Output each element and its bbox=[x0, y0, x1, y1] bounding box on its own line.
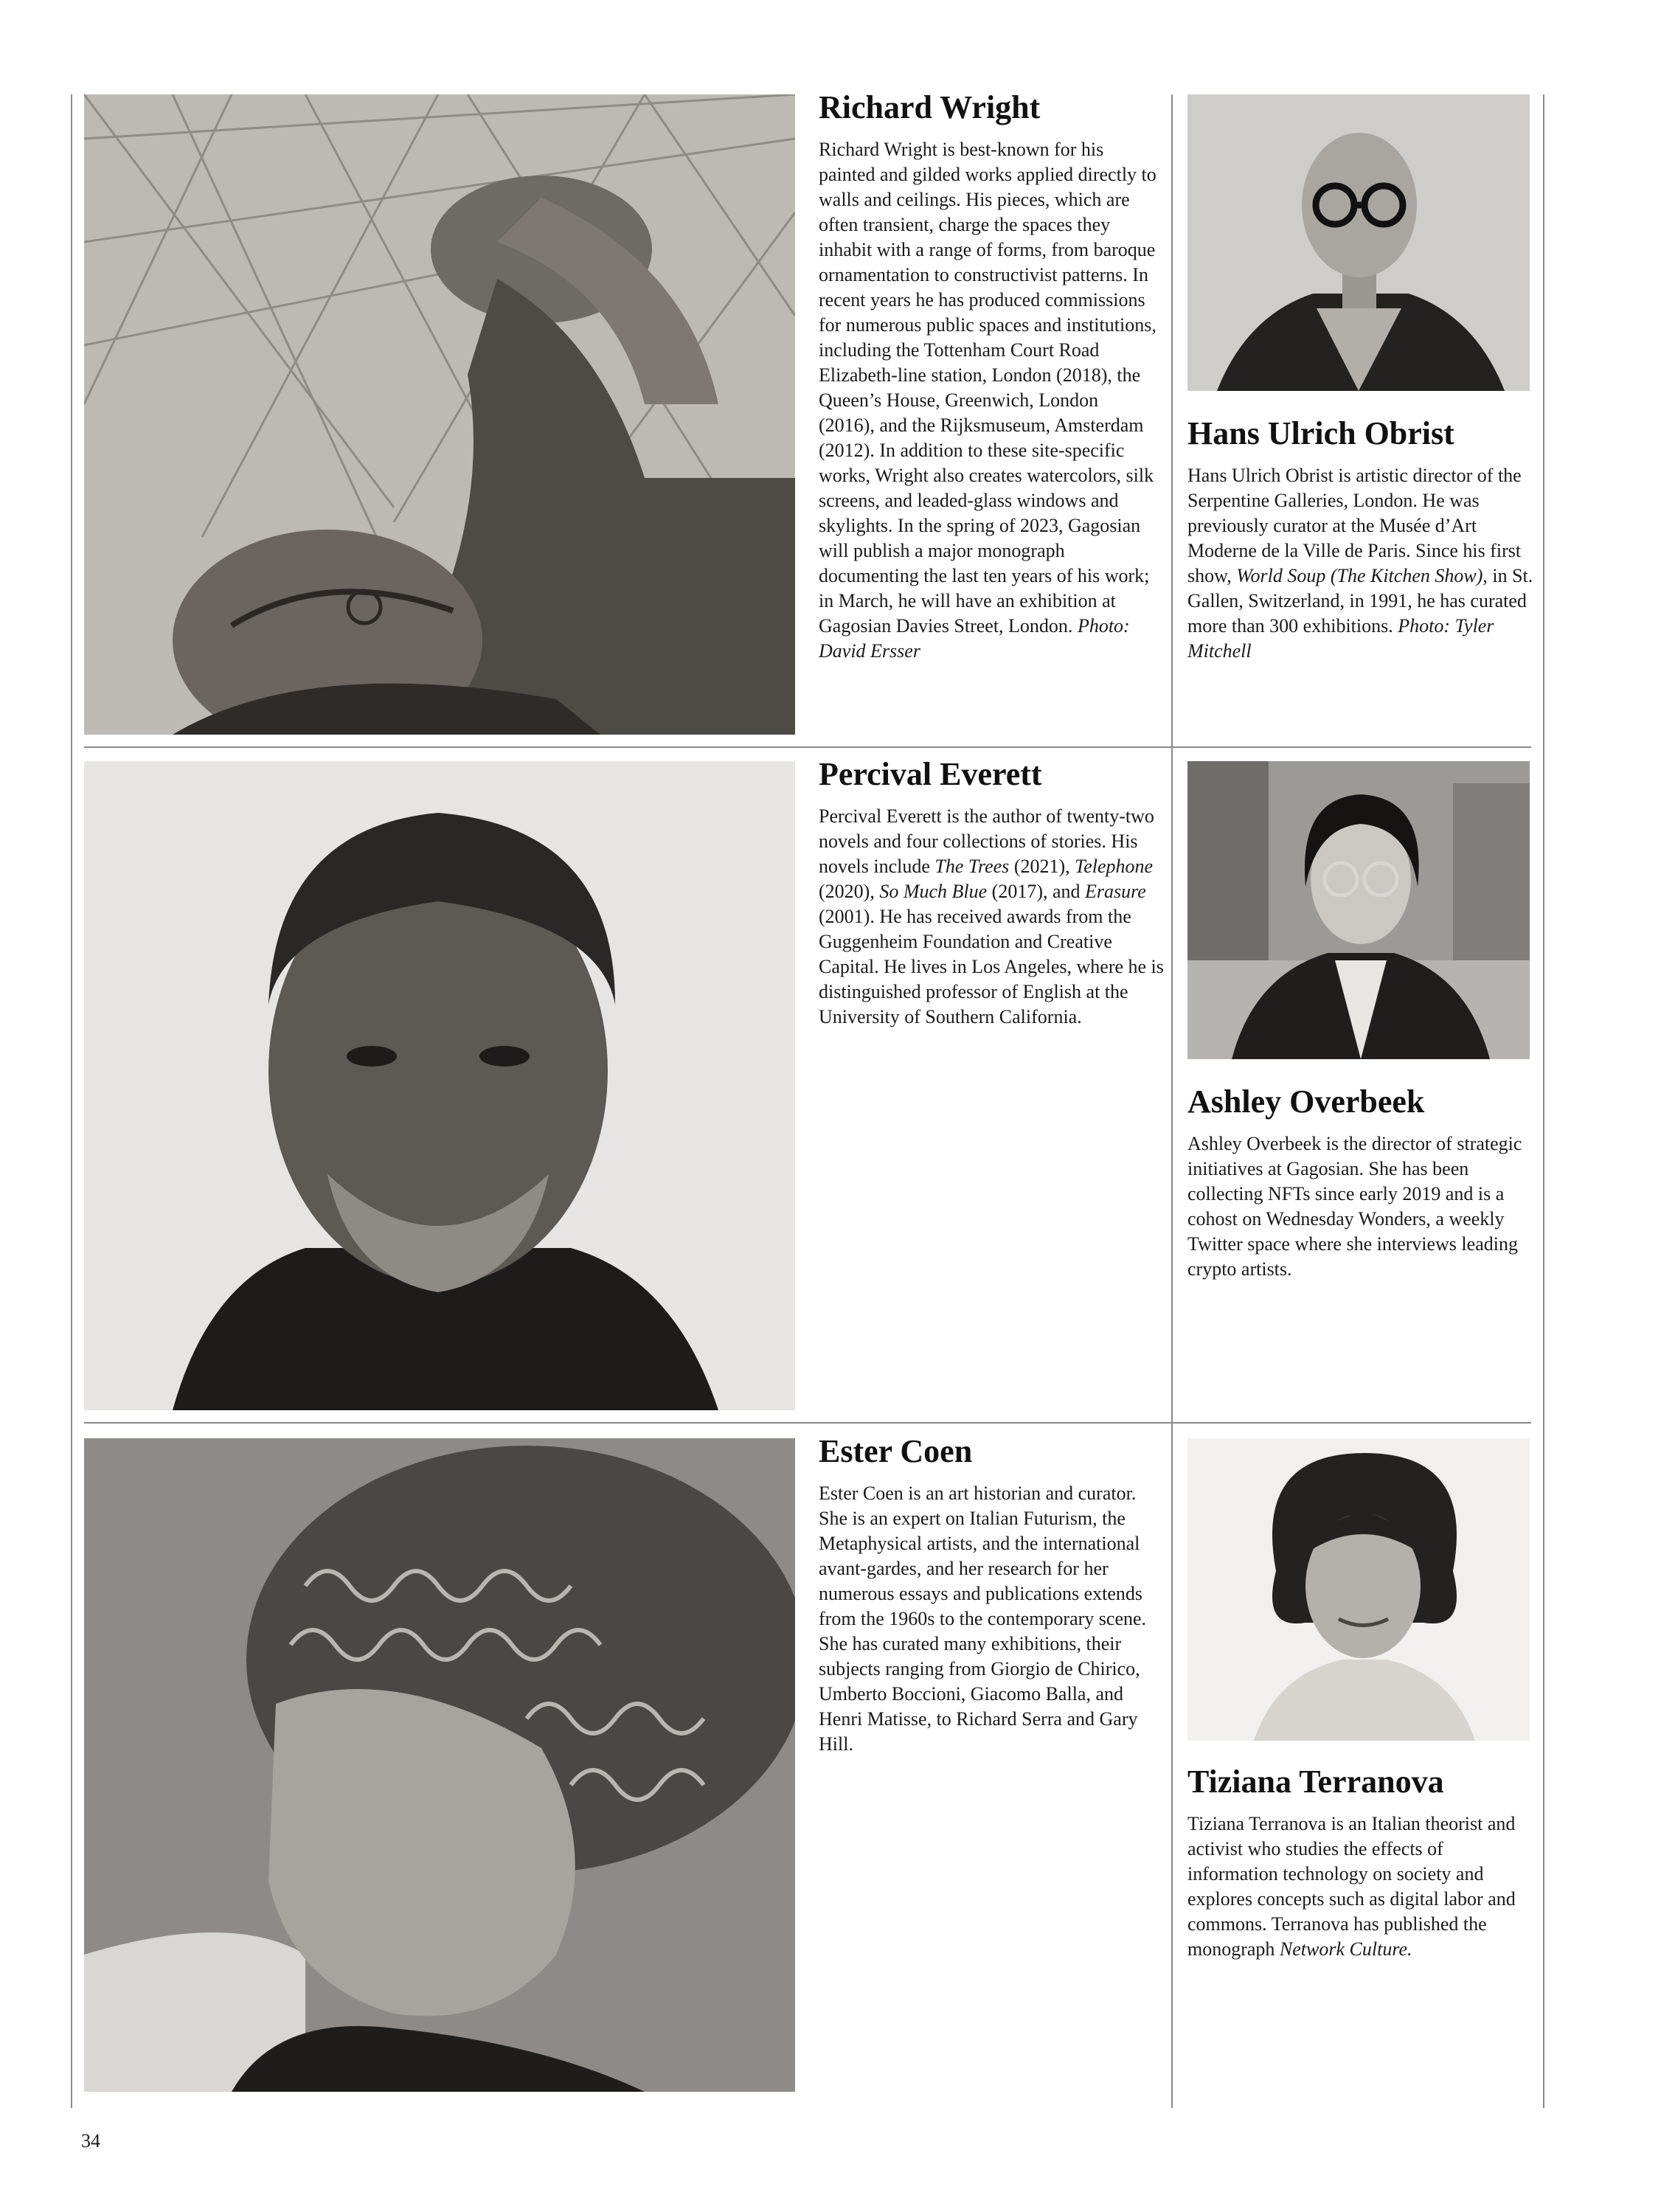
profile-bio-ester-coen bbox=[819, 1481, 1165, 1757]
profile-name-hans-ulrich-obrist: Hans Ulrich Obrist bbox=[1187, 415, 1454, 451]
bio-text-run: , in St. Gallen, Switzerland, in 1991, he has curated more than 300 exhibitions. bbox=[1187, 565, 1533, 637]
profile-bio-percival-everett bbox=[819, 804, 1165, 1030]
left-rule bbox=[71, 94, 72, 2108]
bio-italic-run: Telephone bbox=[1075, 856, 1154, 877]
profile-name-tiziana-terranova: Tiziana Terranova bbox=[1187, 1764, 1444, 1800]
profile-name-richard-wright: Richard Wright bbox=[819, 89, 1041, 125]
bio-text-run: Richard Wright is best-known for his painted and gilded works applied directly to walls and ceilings. His pieces, which are often transient, charge the spaces they inhabit with a range of forms, from baroque ornamentation to constructivist patterns. In recent years he has produced commissions for numerous public spaces and institutions, including the Tottenham Court Road Elizabeth-line station, London (2018), the Queen’s House, Greenwich, London (2016), and the Rijksmuseum, Amsterdam (2012). In addition to these site-specific works, Wright also creates watercolors, silk screens, and leaded-glass windows and skylights. In the spring of 2023, Gagosian will publish a major monograph documenting the last ten years of his work; in March, he will have an exhibition at Gagosian Davies Street, London. bbox=[819, 139, 1156, 637]
row-divider-1 bbox=[84, 746, 1531, 748]
portrait-photo-ashley-overbeek bbox=[1187, 761, 1530, 1059]
profile-name-ester-coen: Ester Coen bbox=[819, 1433, 973, 1469]
row-divider-2 bbox=[84, 1422, 1531, 1424]
portrait-photo-ester-coen bbox=[84, 1438, 795, 2092]
bio-text-run: (2001). He has received awards from the Guggenheim Foundation and Creative Capital. He lives in Los Angeles, where he is distinguished professor of English at the University of Southern California. bbox=[819, 906, 1164, 1027]
right-rule bbox=[1543, 94, 1544, 2108]
portrait-photo-richard-wright bbox=[84, 94, 795, 735]
bio-text-run: Hans Ulrich Obrist is artistic director of the Serpentine Galleries, London. He was previously curator at the Musée d’Art Moderne de la Ville de Paris. Since his first show, bbox=[1187, 465, 1522, 586]
bio-italic-run: Photo: David Ersser bbox=[819, 615, 1130, 662]
bio-text-run: (2020), bbox=[819, 881, 880, 902]
bio-italic-run: So Much Blue bbox=[879, 881, 988, 902]
bio-text-run: Tiziana Terranova is an Italian theorist and activist who studies the effects of information technology on society and explores concepts such as digital labor and commons. Terranova has published the monograph bbox=[1187, 1813, 1516, 1960]
bio-italic-run: World Soup (The Kitchen Show) bbox=[1236, 565, 1483, 586]
bio-italic-run: Erasure bbox=[1085, 881, 1146, 902]
bio-italic-run: Network Culture. bbox=[1279, 1938, 1412, 1960]
portrait-photo-percival-everett bbox=[84, 761, 795, 1410]
portrait-photo-tiziana-terranova bbox=[1187, 1438, 1530, 1741]
bio-text-run: (2021), bbox=[1009, 856, 1075, 877]
bio-text-run: Ashley Overbeek is the director of strategic initiatives at Gagosian. She has been collecting NFTs since early 2019 and is a cohost on Wednesday Wonders, a weekly Twitter space where she interviews leading crypto artists. bbox=[1187, 1133, 1522, 1280]
center-rule bbox=[1171, 94, 1173, 2108]
profile-bio-tiziana-terranova bbox=[1187, 1811, 1534, 1962]
bio-text-run: (2017), and bbox=[987, 881, 1086, 902]
bio-italic-run: Photo: Tyler Mitchell bbox=[1187, 615, 1494, 662]
profile-name-ashley-overbeek: Ashley Overbeek bbox=[1187, 1084, 1425, 1120]
bio-text-run: Percival Everett is the author of twenty-two novels and four collections of stories. His novels include bbox=[819, 805, 1154, 877]
profile-name-percival-everett: Percival Everett bbox=[819, 756, 1042, 792]
bio-italic-run: The Trees bbox=[934, 856, 1010, 877]
bio-text-run: Ester Coen is an art historian and curator. She is an expert on Italian Futurism, the Metaphysical artists, and the international avant-gardes, and her research for her numerous essays and publications extends from the 1960s to the contemporary scene. She has curated many exhibitions, their subjects ranging from Giorgio de Chirico, Umberto Boccioni, Giacomo Balla, and Henri Matisse, to Richard Serra and Gary Hill. bbox=[819, 1483, 1147, 1755]
profile-bio-ashley-overbeek bbox=[1187, 1131, 1534, 1282]
profile-bio-richard-wright bbox=[819, 137, 1158, 664]
portrait-photo-hans-ulrich-obrist bbox=[1187, 94, 1530, 391]
profile-bio-hans-ulrich-obrist bbox=[1187, 463, 1534, 664]
page-number: 34 bbox=[81, 2130, 100, 2152]
